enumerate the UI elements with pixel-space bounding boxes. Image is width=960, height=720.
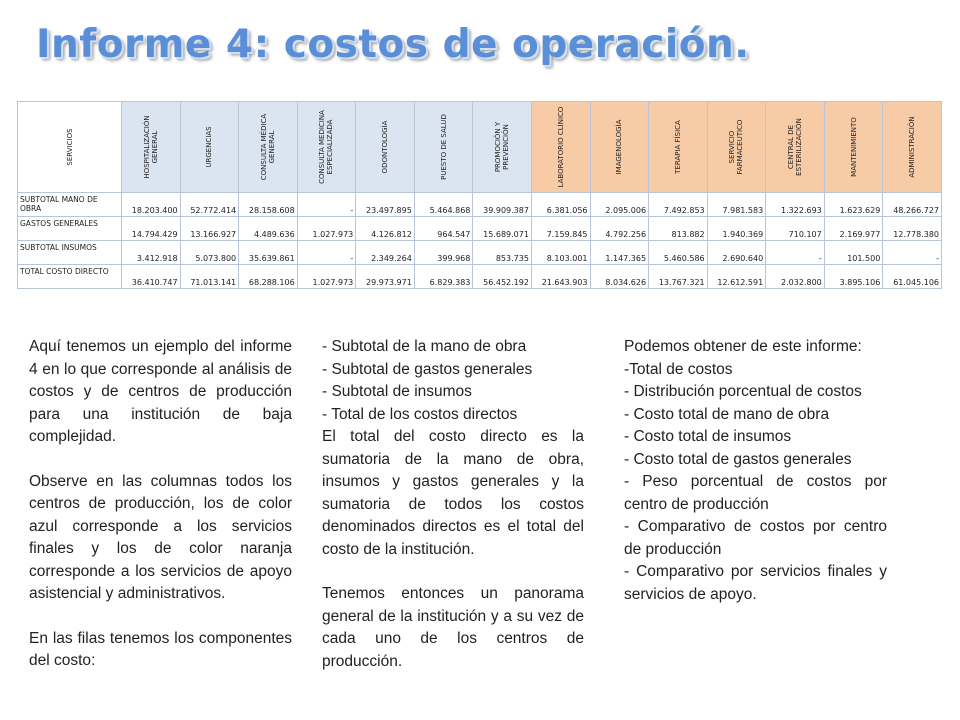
list-item: - Subtotal de la mano de obra [322, 338, 527, 355]
paragraph: Podemos obtener de este informe: [624, 338, 862, 355]
list-item: - Total de los costos directos [322, 405, 518, 423]
table-cell: 35.639.861 [239, 241, 298, 265]
table-cell: 7.981.583 [707, 193, 766, 217]
header-imagenologia [590, 102, 649, 193]
table-cell: 4.489.636 [239, 217, 298, 241]
table-cell: 29.973.971 [356, 265, 415, 289]
list-item: - Costo total de insumos [624, 428, 792, 445]
table-cell: 39.909.387 [473, 193, 532, 217]
table-cell: 6.829.383 [414, 265, 473, 289]
table-cell: 68.288.106 [239, 265, 298, 289]
paragraph: Tenemos entonces un panorama general de la institución y a su vez de cada uno de los centros de producción. [322, 585, 584, 670]
table-row [18, 193, 942, 217]
table-cell: 1.147.365 [590, 241, 649, 265]
paragraph: En las filas tenemos los componentes del costo: [29, 629, 292, 669]
table-cell: 1.027.973 [297, 217, 356, 241]
paragraph: Aquí tenemos un ejemplo del informe 4 en lo que corresponde al análisis de costos y de centros de producción para una institución de baja complejidad. [29, 338, 292, 445]
table-cell: 101.500 [824, 241, 883, 265]
table-cell: 2.095.006 [590, 193, 649, 217]
table-cell: 964.547 [414, 217, 473, 241]
header-label: SERVICIO FARMACEUTICO [728, 119, 745, 175]
table-cell: 71.013.141 [180, 265, 239, 289]
table-cell: 12.778.380 [883, 217, 942, 241]
header-label: CONSULTA MEDICINA ESPECIALIZADA [318, 110, 335, 184]
table-cell: 813.882 [649, 217, 708, 241]
header-odontologia [356, 102, 415, 193]
table-cell: 18.203.400 [122, 193, 181, 217]
table-cell: 2.349.264 [356, 241, 415, 265]
table-cell: 2.032.800 [766, 265, 825, 289]
table-cell: 1.623.629 [824, 193, 883, 217]
table-cell: 2.690.640 [707, 241, 766, 265]
header-label: MANTENIMIENTO [849, 117, 858, 177]
column-middle [322, 336, 584, 673]
row-label: GASTOS GENERALES [18, 217, 122, 241]
column-right [624, 336, 887, 606]
table-cell: 399.968 [414, 241, 473, 265]
list-item: - Costo total de mano de obra [624, 405, 830, 423]
table-cell: - [297, 241, 356, 265]
table-cell: 7.492.853 [649, 193, 708, 217]
header-consulta-general [239, 102, 298, 193]
table-cell: 5.464.868 [414, 193, 473, 217]
header-promocion [473, 102, 532, 193]
table-cell: 23.497.895 [356, 193, 415, 217]
table-row [18, 241, 942, 265]
list-item: - Comparativo por servicios finales y servicios de apoyo. [624, 563, 887, 603]
header-servicios [18, 102, 122, 193]
table-cell: 21.643.903 [531, 265, 590, 289]
column-left [29, 336, 292, 673]
table-cell: 15.689.071 [473, 217, 532, 241]
header-label: PROMOCIÓN Y PREVENCIÓN [494, 121, 511, 173]
table-cell: 14.794.429 [122, 217, 181, 241]
list-item: - Subtotal de gastos generales [322, 360, 533, 378]
table-cell: 5.460.586 [649, 241, 708, 265]
table-cell: 5.073.800 [180, 241, 239, 265]
table-cell: - [297, 193, 356, 217]
table-cell: 12.612.591 [707, 265, 766, 289]
header-label: CONSULTA MÉDICA GENERAL [259, 113, 276, 181]
table-cell: 6.381.056 [531, 193, 590, 217]
table-cell: 8.103.001 [531, 241, 590, 265]
table-cell: 4.792.256 [590, 217, 649, 241]
table-cell: 56.452.192 [473, 265, 532, 289]
header-hospitalizacion [122, 102, 181, 193]
table-cell: 36.410.747 [122, 265, 181, 289]
table-cell: 61.045.106 [883, 265, 942, 289]
header-esterilizacion [766, 102, 825, 193]
list-item: - Costo total de gastos generales [624, 450, 852, 468]
header-label: TERAPIA FÍSICA [673, 120, 682, 174]
row-label: TOTAL COSTO DIRECTO [18, 265, 122, 289]
paragraph: El total del costo directo es la sumatoria de la mano de obra, insumos y gastos generales y la sumatoria de todos los costos denominados directos es el total del costo de la institución. [322, 428, 584, 558]
table-cell: - [883, 241, 942, 265]
list-item: -Total de costos [624, 360, 733, 378]
header-consulta-especializada [297, 102, 356, 193]
header-label: PUESTO DE SALUD [439, 114, 448, 180]
table-cell: 3.895.106 [824, 265, 883, 289]
costs-table [17, 101, 942, 289]
table-cell: 48.266.727 [883, 193, 942, 217]
list-item: - Distribución porcentual de costos [624, 383, 862, 400]
header-label: LABORATORIO CLÍNICO [556, 106, 565, 188]
table-cell: 7.159.845 [531, 217, 590, 241]
row-label: SUBTOTAL INSUMOS [18, 241, 122, 265]
header-administracion [883, 102, 942, 193]
header-terapia [649, 102, 708, 193]
table-cell: 853.735 [473, 241, 532, 265]
list-item: - Peso porcentual de costos por centro de producción [624, 473, 887, 513]
table-cell: 52.772.414 [180, 193, 239, 217]
header-label: CENTRAL DE ESTERILIZACIÓN [786, 118, 803, 176]
paragraph: Observe en las columnas todos los centros de producción, los de color azul corresponde a los servicios finales y los de color naranja corresponde a los servicios de apoyo asistencial y administrativos. [29, 472, 292, 602]
header-urgencias [180, 102, 239, 193]
row-label: SUBTOTAL MANO DE OBRA [18, 193, 122, 217]
table-cell: 8.034.626 [590, 265, 649, 289]
header-label: IMAGENOLOGÍA [615, 119, 624, 175]
table-cell: 1.322.693 [766, 193, 825, 217]
header-label: ODONTOLOGÍA [381, 120, 390, 174]
table-cell: 3.412.918 [122, 241, 181, 265]
list-item: - Comparativo de costos por centro de producción [624, 518, 887, 558]
header-label: HOSPITALIZACIÓN GENERAL [142, 115, 159, 179]
table-row [18, 265, 942, 289]
table-cell: 4.126.812 [356, 217, 415, 241]
table-cell: 1.027.973 [297, 265, 356, 289]
table-cell: - [766, 241, 825, 265]
header-puesto-salud [414, 102, 473, 193]
table-cell: 710.107 [766, 217, 825, 241]
header-label: ADMINISTRACIÓN [908, 116, 917, 178]
table-cell: 13.166.927 [180, 217, 239, 241]
header-label: SERVICIOS [65, 128, 74, 166]
header-label: URGENCIAS [205, 126, 214, 168]
list-item: - Subtotal de insumos [322, 383, 472, 400]
header-mantenimiento [824, 102, 883, 193]
table-cell: 13.767.321 [649, 265, 708, 289]
table-cell: 2.169.977 [824, 217, 883, 241]
header-farmaceutico [707, 102, 766, 193]
table-cell: 28.158.608 [239, 193, 298, 217]
table-row [18, 217, 942, 241]
header-laboratorio [531, 102, 590, 193]
table-cell: 1.940.369 [707, 217, 766, 241]
page-title: Informe 4: costos de operación. [36, 22, 750, 67]
table-header-row [18, 102, 942, 193]
